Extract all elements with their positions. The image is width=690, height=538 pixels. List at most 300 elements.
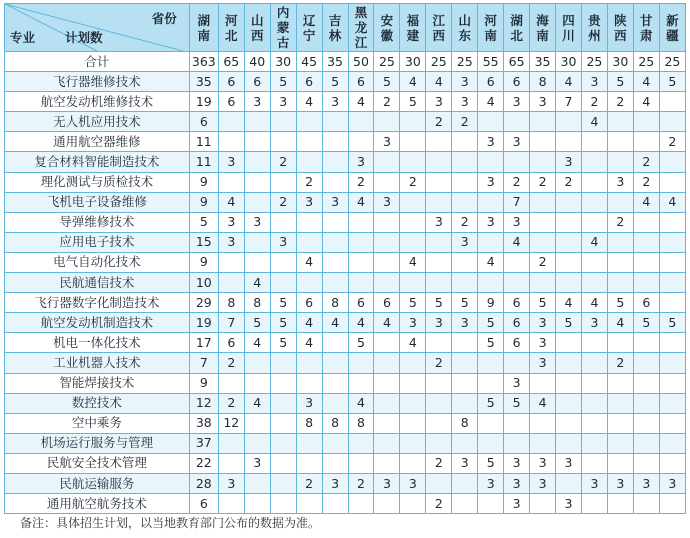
plan-value-cell: 3 (270, 92, 296, 112)
plan-value-cell: 2 (296, 172, 322, 192)
plan-value-cell (348, 252, 374, 272)
province-header-12 (504, 4, 530, 52)
plan-value-cell (452, 132, 478, 152)
plan-value-cell (400, 192, 426, 212)
plan-value-cell (659, 212, 685, 232)
plan-value-cell: 7 (556, 92, 582, 112)
plan-value-cell (426, 273, 452, 293)
plan-value-cell (504, 353, 530, 373)
plan-value-cell (659, 453, 685, 473)
province-char: 西 (614, 27, 627, 43)
plan-value-cell: 2 (400, 172, 426, 192)
plan-value-cell: 6 (374, 293, 400, 313)
plan-value-cell: 2 (218, 393, 244, 413)
plan-value-cell: 3 (218, 152, 244, 172)
plan-value-cell: 2 (348, 172, 374, 192)
plan-value-cell: 3 (452, 232, 478, 252)
plan-value-cell (270, 494, 296, 514)
plan-value-cell (452, 252, 478, 272)
plan-value-cell: 3 (530, 313, 556, 333)
plan-value-cell (374, 333, 400, 353)
plan-value-cell: 3 (244, 92, 270, 112)
plan-value-cell (400, 373, 426, 393)
plan-value-cell (218, 252, 244, 272)
plan-value-cell: 3 (504, 373, 530, 393)
first-province-cell: 9 (189, 373, 218, 393)
province-char: 南 (197, 27, 211, 43)
plan-value-cell (581, 433, 607, 453)
plan-value-cell (607, 252, 633, 272)
plan-value-cell (244, 232, 270, 252)
plan-value-cell (478, 192, 504, 212)
plan-value-cell: 3 (478, 473, 504, 493)
plan-value-cell (348, 433, 374, 453)
plan-value-cell: 5 (244, 313, 270, 333)
province-char: 安 (380, 12, 394, 28)
plan-value-cell (296, 152, 322, 172)
major-name-cell: 民航通信技术 (5, 273, 190, 293)
table-row (5, 353, 686, 373)
first-province-cell: 12 (189, 393, 218, 413)
province-header-1 (218, 4, 244, 52)
plan-value-cell: 4 (478, 92, 504, 112)
first-province-cell: 11 (189, 132, 218, 152)
plan-value-cell (218, 453, 244, 473)
plan-value-cell (374, 232, 400, 252)
province-char: 徽 (380, 27, 394, 43)
plan-value-cell (581, 373, 607, 393)
table-row (5, 494, 686, 514)
plan-value-cell (556, 273, 582, 293)
plan-value-cell (633, 353, 659, 373)
plan-value-cell (452, 353, 478, 373)
plan-value-cell (478, 413, 504, 433)
plan-value-cell (374, 112, 400, 132)
plan-value-cell (581, 393, 607, 413)
plan-value-cell (270, 132, 296, 152)
plan-value-cell: 5 (452, 293, 478, 313)
first-province-cell: 37 (189, 433, 218, 453)
province-header-16 (607, 4, 633, 52)
province-char: 内 (276, 5, 290, 20)
plan-value-cell: 2 (530, 252, 556, 272)
plan-value-cell (270, 413, 296, 433)
province-char: 疆 (666, 27, 679, 43)
plan-value-cell (400, 152, 426, 172)
plan-value-cell: 4 (581, 112, 607, 132)
plan-value-cell: 2 (633, 152, 659, 172)
corner-plan-label: 计划数 (65, 30, 103, 45)
table-row (5, 293, 686, 313)
province-header-17 (633, 4, 659, 52)
plan-value-cell: 3 (530, 453, 556, 473)
plan-value-cell: 3 (659, 473, 685, 493)
plan-value-cell (478, 373, 504, 393)
plan-value-cell: 2 (530, 172, 556, 192)
plan-value-cell (244, 192, 270, 212)
plan-value-cell: 4 (581, 293, 607, 313)
plan-value-cell: 25 (374, 52, 400, 72)
plan-value-cell: 5 (348, 333, 374, 353)
plan-value-cell (296, 453, 322, 473)
province-char: 州 (588, 27, 601, 43)
table-row (5, 232, 686, 252)
plan-value-cell: 3 (296, 192, 322, 212)
plan-value-cell (504, 273, 530, 293)
province-char: 古 (276, 35, 290, 50)
table-row (5, 313, 686, 333)
plan-value-cell (530, 132, 556, 152)
province-char: 新 (666, 12, 679, 28)
major-name-cell: 民航安全技术管理 (5, 453, 190, 473)
plan-value-cell: 40 (244, 52, 270, 72)
province-header-9 (426, 4, 452, 52)
plan-value-cell (296, 373, 322, 393)
plan-value-cell: 6 (218, 72, 244, 92)
plan-value-cell: 5 (530, 293, 556, 313)
province-char: 吉 (328, 12, 342, 28)
plan-value-cell: 3 (244, 453, 270, 473)
plan-value-cell: 5 (426, 293, 452, 313)
corner-province-label: 省份 (151, 11, 177, 26)
table-row (5, 373, 686, 393)
plan-value-cell (504, 252, 530, 272)
plan-value-cell (633, 393, 659, 413)
major-name-cell: 通用航空器维修 (5, 132, 190, 152)
province-header-13 (530, 4, 556, 52)
plan-value-cell: 4 (633, 92, 659, 112)
corner-major-label: 专业 (10, 30, 36, 45)
plan-value-cell: 65 (504, 52, 530, 72)
plan-value-cell (426, 132, 452, 152)
plan-value-cell: 25 (452, 52, 478, 72)
major-name-cell: 数控技术 (5, 393, 190, 413)
plan-value-cell (659, 494, 685, 514)
plan-value-cell (270, 433, 296, 453)
plan-value-cell: 3 (478, 212, 504, 232)
plan-value-cell: 25 (426, 52, 452, 72)
plan-value-cell: 3 (374, 132, 400, 152)
plan-value-cell (659, 273, 685, 293)
plan-value-cell (659, 433, 685, 453)
province-char: 南 (484, 27, 497, 43)
major-name-cell: 飞行器维修技术 (5, 72, 190, 92)
province-header-11 (478, 4, 504, 52)
plan-value-cell (322, 494, 348, 514)
province-char: 西 (250, 27, 264, 43)
plan-value-cell (218, 494, 244, 514)
plan-value-cell (270, 212, 296, 232)
plan-value-cell (348, 373, 374, 393)
plan-value-cell (633, 333, 659, 353)
plan-value-cell: 3 (322, 92, 348, 112)
table-row (5, 212, 686, 232)
plan-value-cell: 30 (556, 52, 582, 72)
plan-value-cell (400, 453, 426, 473)
plan-value-cell (426, 232, 452, 252)
province-header-3 (270, 4, 296, 52)
plan-value-cell (659, 293, 685, 313)
province-char: 山 (250, 12, 264, 28)
plan-value-cell: 4 (348, 92, 374, 112)
plan-value-cell (374, 453, 400, 473)
plan-value-cell: 4 (400, 333, 426, 353)
plan-value-cell (581, 212, 607, 232)
plan-value-cell: 8 (296, 413, 322, 433)
table-row (5, 273, 686, 293)
plan-value-cell: 4 (581, 232, 607, 252)
plan-value-cell (270, 273, 296, 293)
plan-value-cell: 6 (633, 293, 659, 313)
plan-value-cell (659, 152, 685, 172)
plan-value-cell (607, 273, 633, 293)
plan-value-cell (607, 433, 633, 453)
province-char: 江 (354, 35, 368, 50)
plan-value-cell (478, 232, 504, 252)
major-name-cell: 民航运输服务 (5, 473, 190, 493)
plan-value-cell (452, 333, 478, 353)
first-province-cell: 7 (189, 353, 218, 373)
plan-value-cell (322, 393, 348, 413)
plan-value-cell (504, 112, 530, 132)
plan-value-cell (556, 353, 582, 373)
plan-value-cell (348, 132, 374, 152)
major-name-cell: 导弹维修技术 (5, 212, 190, 232)
major-name-cell: 复合材料智能制造技术 (5, 152, 190, 172)
plan-value-cell: 4 (218, 192, 244, 212)
plan-value-cell: 3 (400, 313, 426, 333)
plan-value-cell: 45 (296, 52, 322, 72)
plan-value-cell (322, 353, 348, 373)
plan-value-cell (374, 273, 400, 293)
plan-value-cell: 6 (218, 92, 244, 112)
plan-value-cell (556, 473, 582, 493)
plan-value-cell (244, 433, 270, 453)
plan-value-cell: 5 (556, 313, 582, 333)
first-province-cell: 363 (189, 52, 218, 72)
first-province-cell: 17 (189, 333, 218, 353)
plan-value-cell: 5 (270, 333, 296, 353)
plan-value-cell: 4 (374, 313, 400, 333)
plan-value-cell (270, 453, 296, 473)
plan-value-cell (374, 172, 400, 192)
province-char: 湖 (510, 12, 523, 28)
plan-value-cell (218, 112, 244, 132)
major-name-cell: 电气自动化技术 (5, 252, 190, 272)
plan-value-cell: 3 (504, 212, 530, 232)
plan-value-cell (426, 413, 452, 433)
major-name-cell: 飞行器数字化制造技术 (5, 293, 190, 313)
plan-value-cell (400, 132, 426, 152)
plan-value-cell (530, 212, 556, 232)
footnote: 备注：具体招生计划，以当地教育部门公布的数据为准。 (20, 516, 321, 530)
major-name-cell: 空中乘务 (5, 413, 190, 433)
plan-value-cell (244, 373, 270, 393)
plan-value-cell: 3 (504, 494, 530, 514)
plan-value-cell: 3 (322, 473, 348, 493)
plan-value-cell (348, 353, 374, 373)
plan-value-cell (296, 132, 322, 152)
corner-header-cell (5, 4, 190, 52)
province-header-6 (348, 4, 374, 52)
major-name-cell: 机电一体化技术 (5, 333, 190, 353)
plan-value-cell: 3 (478, 172, 504, 192)
plan-value-cell: 9 (478, 293, 504, 313)
plan-value-cell (400, 232, 426, 252)
plan-value-cell (400, 273, 426, 293)
plan-value-cell (633, 453, 659, 473)
province-char: 甘 (640, 12, 653, 28)
plan-value-cell (556, 232, 582, 252)
plan-value-cell: 8 (452, 413, 478, 433)
province-char: 川 (562, 27, 575, 43)
province-char: 江 (432, 12, 446, 28)
major-name-cell: 合计 (5, 52, 190, 72)
plan-value-cell (659, 413, 685, 433)
plan-value-cell (400, 393, 426, 413)
plan-value-cell (556, 252, 582, 272)
plan-value-cell: 3 (452, 72, 478, 92)
plan-value-cell (374, 373, 400, 393)
table-row (5, 72, 686, 92)
plan-value-cell (607, 132, 633, 152)
plan-value-cell (659, 232, 685, 252)
plan-value-cell: 3 (244, 212, 270, 232)
plan-value-cell: 2 (426, 112, 452, 132)
plan-value-cell: 35 (322, 52, 348, 72)
province-char: 陕 (614, 12, 627, 28)
plan-value-cell: 6 (504, 313, 530, 333)
plan-value-cell: 3 (426, 92, 452, 112)
plan-value-cell (633, 252, 659, 272)
header-row (5, 4, 686, 52)
plan-value-cell (504, 152, 530, 172)
plan-value-cell (452, 393, 478, 413)
plan-value-cell (400, 494, 426, 514)
plan-value-cell: 2 (270, 192, 296, 212)
plan-value-cell: 4 (633, 192, 659, 212)
plan-value-cell: 8 (322, 413, 348, 433)
plan-value-cell (426, 373, 452, 393)
plan-value-cell (322, 232, 348, 252)
plan-value-cell (607, 494, 633, 514)
plan-value-cell (244, 132, 270, 152)
plan-value-cell: 5 (659, 313, 685, 333)
table-row (5, 413, 686, 433)
plan-value-cell: 6 (296, 72, 322, 92)
plan-value-cell: 5 (400, 92, 426, 112)
plan-value-cell: 3 (348, 152, 374, 172)
plan-value-cell: 2 (556, 172, 582, 192)
plan-value-cell (244, 353, 270, 373)
plan-value-cell: 5 (478, 393, 504, 413)
plan-value-cell (659, 353, 685, 373)
table-row (5, 453, 686, 473)
province-char: 蒙 (276, 20, 290, 35)
major-name-cell: 智能焊接技术 (5, 373, 190, 393)
plan-value-cell (322, 252, 348, 272)
plan-value-cell (607, 232, 633, 252)
plan-value-cell (270, 112, 296, 132)
province-header-18 (659, 4, 685, 52)
province-char: 辽 (302, 12, 316, 28)
first-province-cell: 38 (189, 413, 218, 433)
plan-value-cell: 6 (504, 333, 530, 353)
major-name-cell: 理化测试与质检技术 (5, 172, 190, 192)
plan-value-cell (426, 152, 452, 172)
plan-value-cell: 2 (607, 212, 633, 232)
plan-value-cell: 3 (633, 473, 659, 493)
plan-value-cell (244, 413, 270, 433)
plan-value-cell (374, 393, 400, 413)
table-row (5, 132, 686, 152)
plan-value-cell: 3 (530, 92, 556, 112)
table-row (5, 433, 686, 453)
plan-value-cell (270, 373, 296, 393)
plan-value-cell (633, 132, 659, 152)
plan-value-cell: 2 (607, 92, 633, 112)
major-name-cell: 飞机电子设备维修 (5, 192, 190, 212)
plan-value-cell (607, 333, 633, 353)
plan-value-cell: 4 (322, 313, 348, 333)
plan-value-cell: 2 (348, 473, 374, 493)
plan-value-cell: 3 (270, 232, 296, 252)
plan-value-cell (478, 494, 504, 514)
plan-value-cell: 2 (296, 473, 322, 493)
plan-value-cell (581, 333, 607, 353)
plan-value-cell: 25 (659, 52, 685, 72)
plan-value-cell: 2 (452, 212, 478, 232)
plan-value-cell (426, 333, 452, 353)
plan-value-cell (296, 433, 322, 453)
province-header-8 (400, 4, 426, 52)
province-char: 贵 (588, 12, 601, 28)
table-row (5, 172, 686, 192)
plan-value-cell: 4 (400, 252, 426, 272)
plan-value-cell (296, 112, 322, 132)
plan-value-cell (556, 333, 582, 353)
plan-value-cell: 3 (607, 172, 633, 192)
plan-value-cell (581, 413, 607, 433)
plan-value-cell: 6 (348, 293, 374, 313)
plan-value-cell (478, 273, 504, 293)
plan-value-cell: 3 (504, 453, 530, 473)
plan-value-cell (530, 273, 556, 293)
plan-value-cell: 4 (556, 72, 582, 92)
plan-value-cell: 3 (218, 473, 244, 493)
plan-value-cell: 55 (478, 52, 504, 72)
plan-value-cell (452, 273, 478, 293)
province-char: 西 (432, 27, 446, 43)
plan-value-cell: 6 (218, 333, 244, 353)
plan-value-cell (556, 413, 582, 433)
plan-value-cell: 2 (581, 92, 607, 112)
province-char: 北 (225, 27, 238, 43)
plan-value-cell: 3 (400, 473, 426, 493)
plan-value-cell (556, 373, 582, 393)
province-char: 龙 (354, 20, 368, 35)
plan-value-cell (374, 252, 400, 272)
major-name-cell: 航空发动机维修技术 (5, 92, 190, 112)
plan-value-cell (581, 152, 607, 172)
province-char: 河 (225, 12, 238, 28)
plan-value-cell (452, 373, 478, 393)
province-char: 海 (536, 12, 549, 28)
plan-value-cell: 30 (270, 52, 296, 72)
plan-value-cell (530, 112, 556, 132)
plan-value-cell: 2 (452, 112, 478, 132)
plan-value-cell: 4 (556, 293, 582, 313)
